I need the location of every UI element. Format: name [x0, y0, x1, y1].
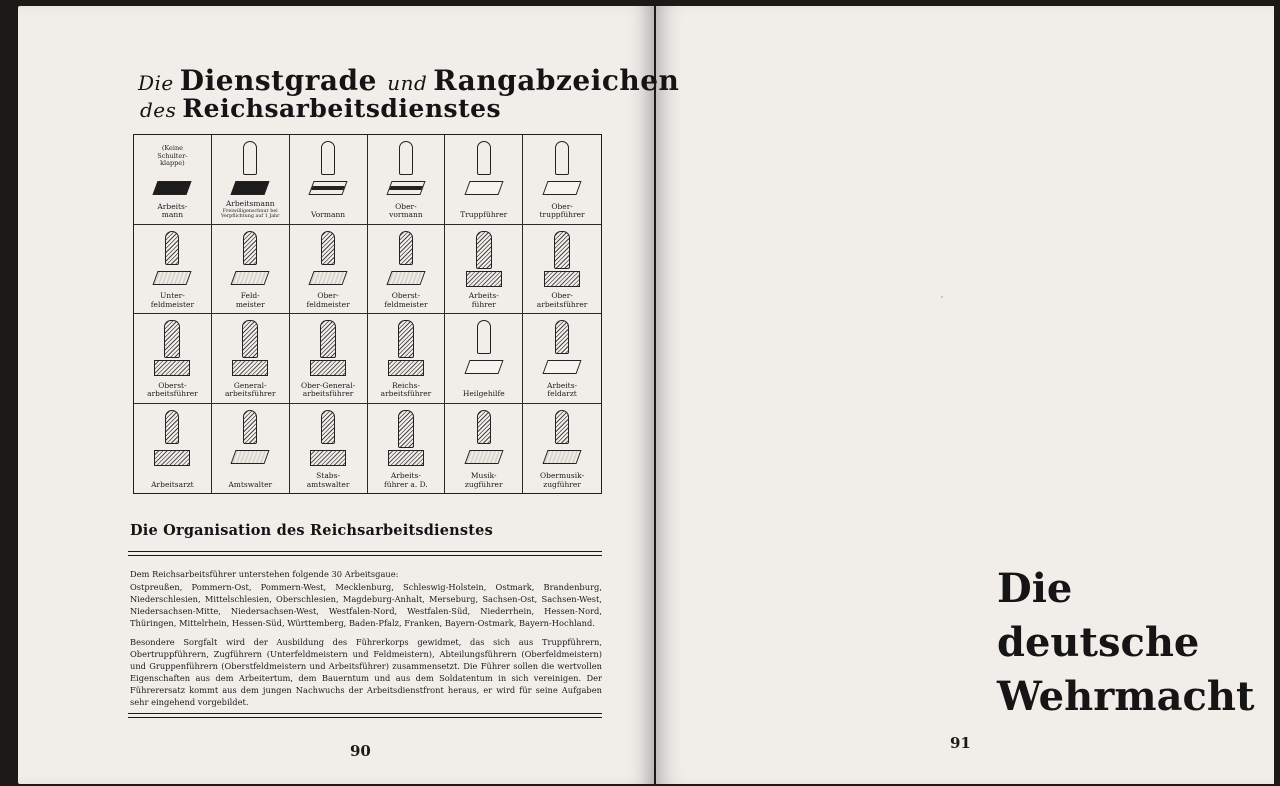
shoulder-strap-icon: [398, 410, 414, 448]
insignia-cell: [523, 225, 601, 315]
collar-patch-icon: [543, 360, 582, 374]
rank-name: Arbeitsarzt: [151, 479, 194, 489]
shoulder-strap-icon: [477, 141, 491, 175]
shoulder-strap-icon: [165, 231, 179, 265]
title-end: Rangabzeichen: [433, 64, 680, 97]
rank-name: Vormann: [311, 210, 346, 219]
rank-name: Arbeitsmann: [225, 199, 275, 208]
insignia-cell: [445, 404, 523, 494]
insignia-label: [214, 382, 287, 399]
collar-patch-icon: [231, 181, 270, 195]
rank-name: Ober- arbeitsführer: [536, 291, 588, 309]
collar-patch-icon: [466, 271, 502, 287]
insignia-label: [370, 203, 443, 220]
collar-patch-icon: [388, 450, 424, 466]
heading-rule-thin: [128, 555, 602, 556]
insignia-cell: [523, 404, 601, 494]
collar-patch-icon: [309, 181, 348, 195]
shoulder-strap-icon: [399, 141, 413, 175]
insignia-label: [525, 472, 599, 489]
page-number-left: 90: [350, 742, 371, 760]
insignia-cell: [368, 404, 446, 494]
insignia-cell: [523, 314, 601, 404]
collar-patch-icon: [464, 360, 503, 374]
rank-name: Ober- truppführer: [539, 201, 585, 219]
page-title-line-2: [140, 94, 501, 123]
shoulder-strap-icon: [554, 231, 570, 269]
collar-patch-icon: [464, 450, 503, 464]
shoulder-strap-icon: [555, 320, 569, 354]
insignia-cell: [445, 135, 523, 225]
rank-name: Feld- meister: [235, 291, 265, 309]
shoulder-strap-icon: [477, 410, 491, 444]
insignia-note: (Keine Schulter- klappe): [157, 144, 188, 168]
insignia-cell: [212, 404, 290, 494]
insignia-cell: [134, 404, 212, 494]
insignia-cell: [445, 225, 523, 315]
insignia-label: [136, 382, 209, 399]
shoulder-strap-icon: [243, 141, 257, 175]
footer-rule-thick: [128, 717, 602, 718]
rank-name: Arbeits- führer a. D.: [384, 471, 428, 489]
insignia-cell: [290, 314, 368, 404]
collar-patch-icon: [386, 181, 425, 195]
rank-name: Reichs- arbeitsführer: [380, 380, 432, 398]
rank-name: Unter- feldmeister: [150, 291, 195, 309]
collar-patch-icon: [544, 271, 580, 287]
intro-line: Dem Reichsarbeitsführer unterstehen folgende 30 Arbeitsgaue:: [130, 569, 399, 579]
rank-name: Obermusik- zugführer: [540, 471, 585, 489]
insignia-label: [525, 382, 599, 399]
collar-patch-icon: [232, 360, 268, 376]
insignia-label: [214, 292, 287, 309]
rank-name: Arbeits- führer: [468, 291, 499, 309]
page-title-line-1: [138, 64, 679, 97]
title-prefix: Die: [138, 71, 174, 95]
insignia-cell: [290, 404, 368, 494]
collar-patch-icon: [154, 360, 190, 376]
rank-name: Arbeits- mann: [157, 201, 188, 219]
heading-rule-thick: [128, 551, 602, 552]
rank-name: Amtswalter: [228, 479, 273, 489]
rank-name: Musik- zugführer: [464, 471, 503, 489]
rank-name: Ober- vormann: [389, 201, 423, 219]
insignia-cell: [290, 135, 368, 225]
insignia-label: [136, 292, 209, 309]
collar-patch-icon: [386, 271, 425, 285]
collar-patch-icon: [231, 450, 270, 464]
title-prefix-2: des: [140, 98, 177, 122]
shoulder-strap-icon: [164, 320, 180, 358]
insignia-cell: [134, 135, 212, 225]
paragraph-gaue: Ostpreußen, Pommern-Ost, Pommern-West, Mecklenburg, Schleswig-Holstein, Ostmark, Brandenburg, Niederschlesien, Mittelschlesien, Oberschlesien, Magdeburg-Anhalt, Merseburg, Sachsen-Ost, Sachsen-West, Niedersachsen-Mitte, Niedersachsen-West, Westfalen-Nord, Westfalen-Süd, Niederrhein, Hessen-Nord, Thüringen, Mittelrhein, Hessen-Süd, Württemberg, Baden-Pfalz, Franken, Bayern-Ostmark, Bayern-Hochland.: [130, 582, 602, 628]
insignia-label: [292, 211, 365, 220]
insignia-label: [292, 472, 365, 489]
insignia-label: [447, 211, 520, 220]
insignia-cell: [134, 314, 212, 404]
insignia-cell: [212, 225, 290, 315]
page-number-right: 91: [950, 734, 971, 752]
rank-name: Heilgehilfe: [462, 389, 505, 398]
insignia-cell: [290, 225, 368, 315]
rank-name: Ober- feldmeister: [306, 291, 350, 309]
shoulder-strap-icon: [321, 231, 335, 265]
insignia-label: [370, 472, 443, 489]
collar-patch-icon: [310, 360, 346, 376]
insignia-cell: [445, 314, 523, 404]
insignia-cell: [368, 135, 446, 225]
insignia-label: [447, 390, 520, 399]
collar-patch-icon: [154, 450, 190, 466]
insignia-cell: [212, 135, 290, 225]
insignia-table: [133, 134, 602, 494]
insignia-label: [214, 200, 287, 220]
paper-speck: [941, 296, 943, 298]
insignia-label: [370, 382, 443, 399]
collar-patch-icon: [543, 450, 582, 464]
insignia-label: [447, 472, 520, 489]
insignia-cell: [134, 225, 212, 315]
insignia-label: [525, 292, 599, 309]
collar-patch-icon: [310, 450, 346, 466]
collar-patch-icon: [464, 181, 503, 195]
paragraph-fuehrerkorps: Besondere Sorgfalt wird der Ausbildung des Führerkorps gewidmet, das sich aus Truppführern, Obertruppführern, Zugführern (Unterfeldmeistern und Feldmeistern), Abteilungsführern (Oberfeldmeistern) und Gruppenführern (Oberstfeldmeistern und Arbeitsführer) zusammensetzt. Die Führer sollen die wertvollen Eigenschaften aus dem Arbeitertum, dem Bauerntum und aus dem Soldatentum in sich vereinigen. Der Führerersatz kommt aus dem jungen Nachwuchs der Arbeitsdienstfront heraus, er wird für seine Aufgaben sehr eingehend vorgebildet.: [130, 637, 602, 707]
insignia-label: [525, 203, 599, 220]
insignia-label: [292, 382, 365, 399]
rank-subnote: Freiwilligenschnur bei Verpflichtung auf 1 Jahr: [221, 208, 280, 219]
shoulder-strap-icon: [243, 231, 257, 265]
collar-patch-icon: [153, 271, 192, 285]
shoulder-strap-icon: [321, 141, 335, 175]
rank-name: Ober-General- arbeitsführer: [300, 380, 356, 398]
rank-name: Oberst- feldmeister: [384, 291, 428, 309]
rank-name: Arbeits- feldarzt: [547, 380, 578, 398]
collar-patch-icon: [543, 181, 582, 195]
collar-patch-icon: [231, 271, 270, 285]
shoulder-strap-icon: [320, 320, 336, 358]
insignia-label: [136, 481, 209, 490]
right-page-title: Die deutsche Wehrmacht: [997, 565, 1255, 720]
shoulder-strap-icon: [477, 320, 491, 354]
footer-rule-thin: [128, 713, 602, 714]
title-main: Dienstgrade: [179, 64, 377, 97]
shoulder-strap-icon: [555, 410, 569, 444]
rank-name: Truppführer: [460, 210, 508, 219]
section-heading: Die Organisation des Reichsarbeitsdienstes: [130, 522, 493, 539]
shoulder-strap-icon: [321, 410, 335, 444]
collar-patch-icon: [388, 360, 424, 376]
rank-name: General- arbeitsführer: [224, 380, 276, 398]
shoulder-strap-icon: [476, 231, 492, 269]
title-main-2: Reichsarbeitsdienstes: [182, 94, 502, 123]
insignia-label: [292, 292, 365, 309]
insignia-label: [447, 292, 520, 309]
shoulder-strap-icon: [555, 141, 569, 175]
insignia-label: [136, 203, 209, 220]
title-conjunction: und: [387, 71, 428, 95]
insignia-cell: [212, 314, 290, 404]
shoulder-strap-icon: [243, 410, 257, 444]
rank-name: Stabs- amtswalter: [306, 471, 350, 489]
shoulder-strap-icon: [165, 410, 179, 444]
insignia-cell: [368, 225, 446, 315]
shoulder-strap-icon: [398, 320, 414, 358]
shoulder-strap-icon: [399, 231, 413, 265]
collar-patch-icon: [153, 181, 192, 195]
collar-patch-icon: [309, 271, 348, 285]
rank-name: Oberst- arbeitsführer: [147, 380, 198, 398]
insignia-cell: [368, 314, 446, 404]
shoulder-strap-icon: [242, 320, 258, 358]
insignia-label: [214, 481, 287, 490]
insignia-label: [370, 292, 443, 309]
insignia-cell: [523, 135, 601, 225]
